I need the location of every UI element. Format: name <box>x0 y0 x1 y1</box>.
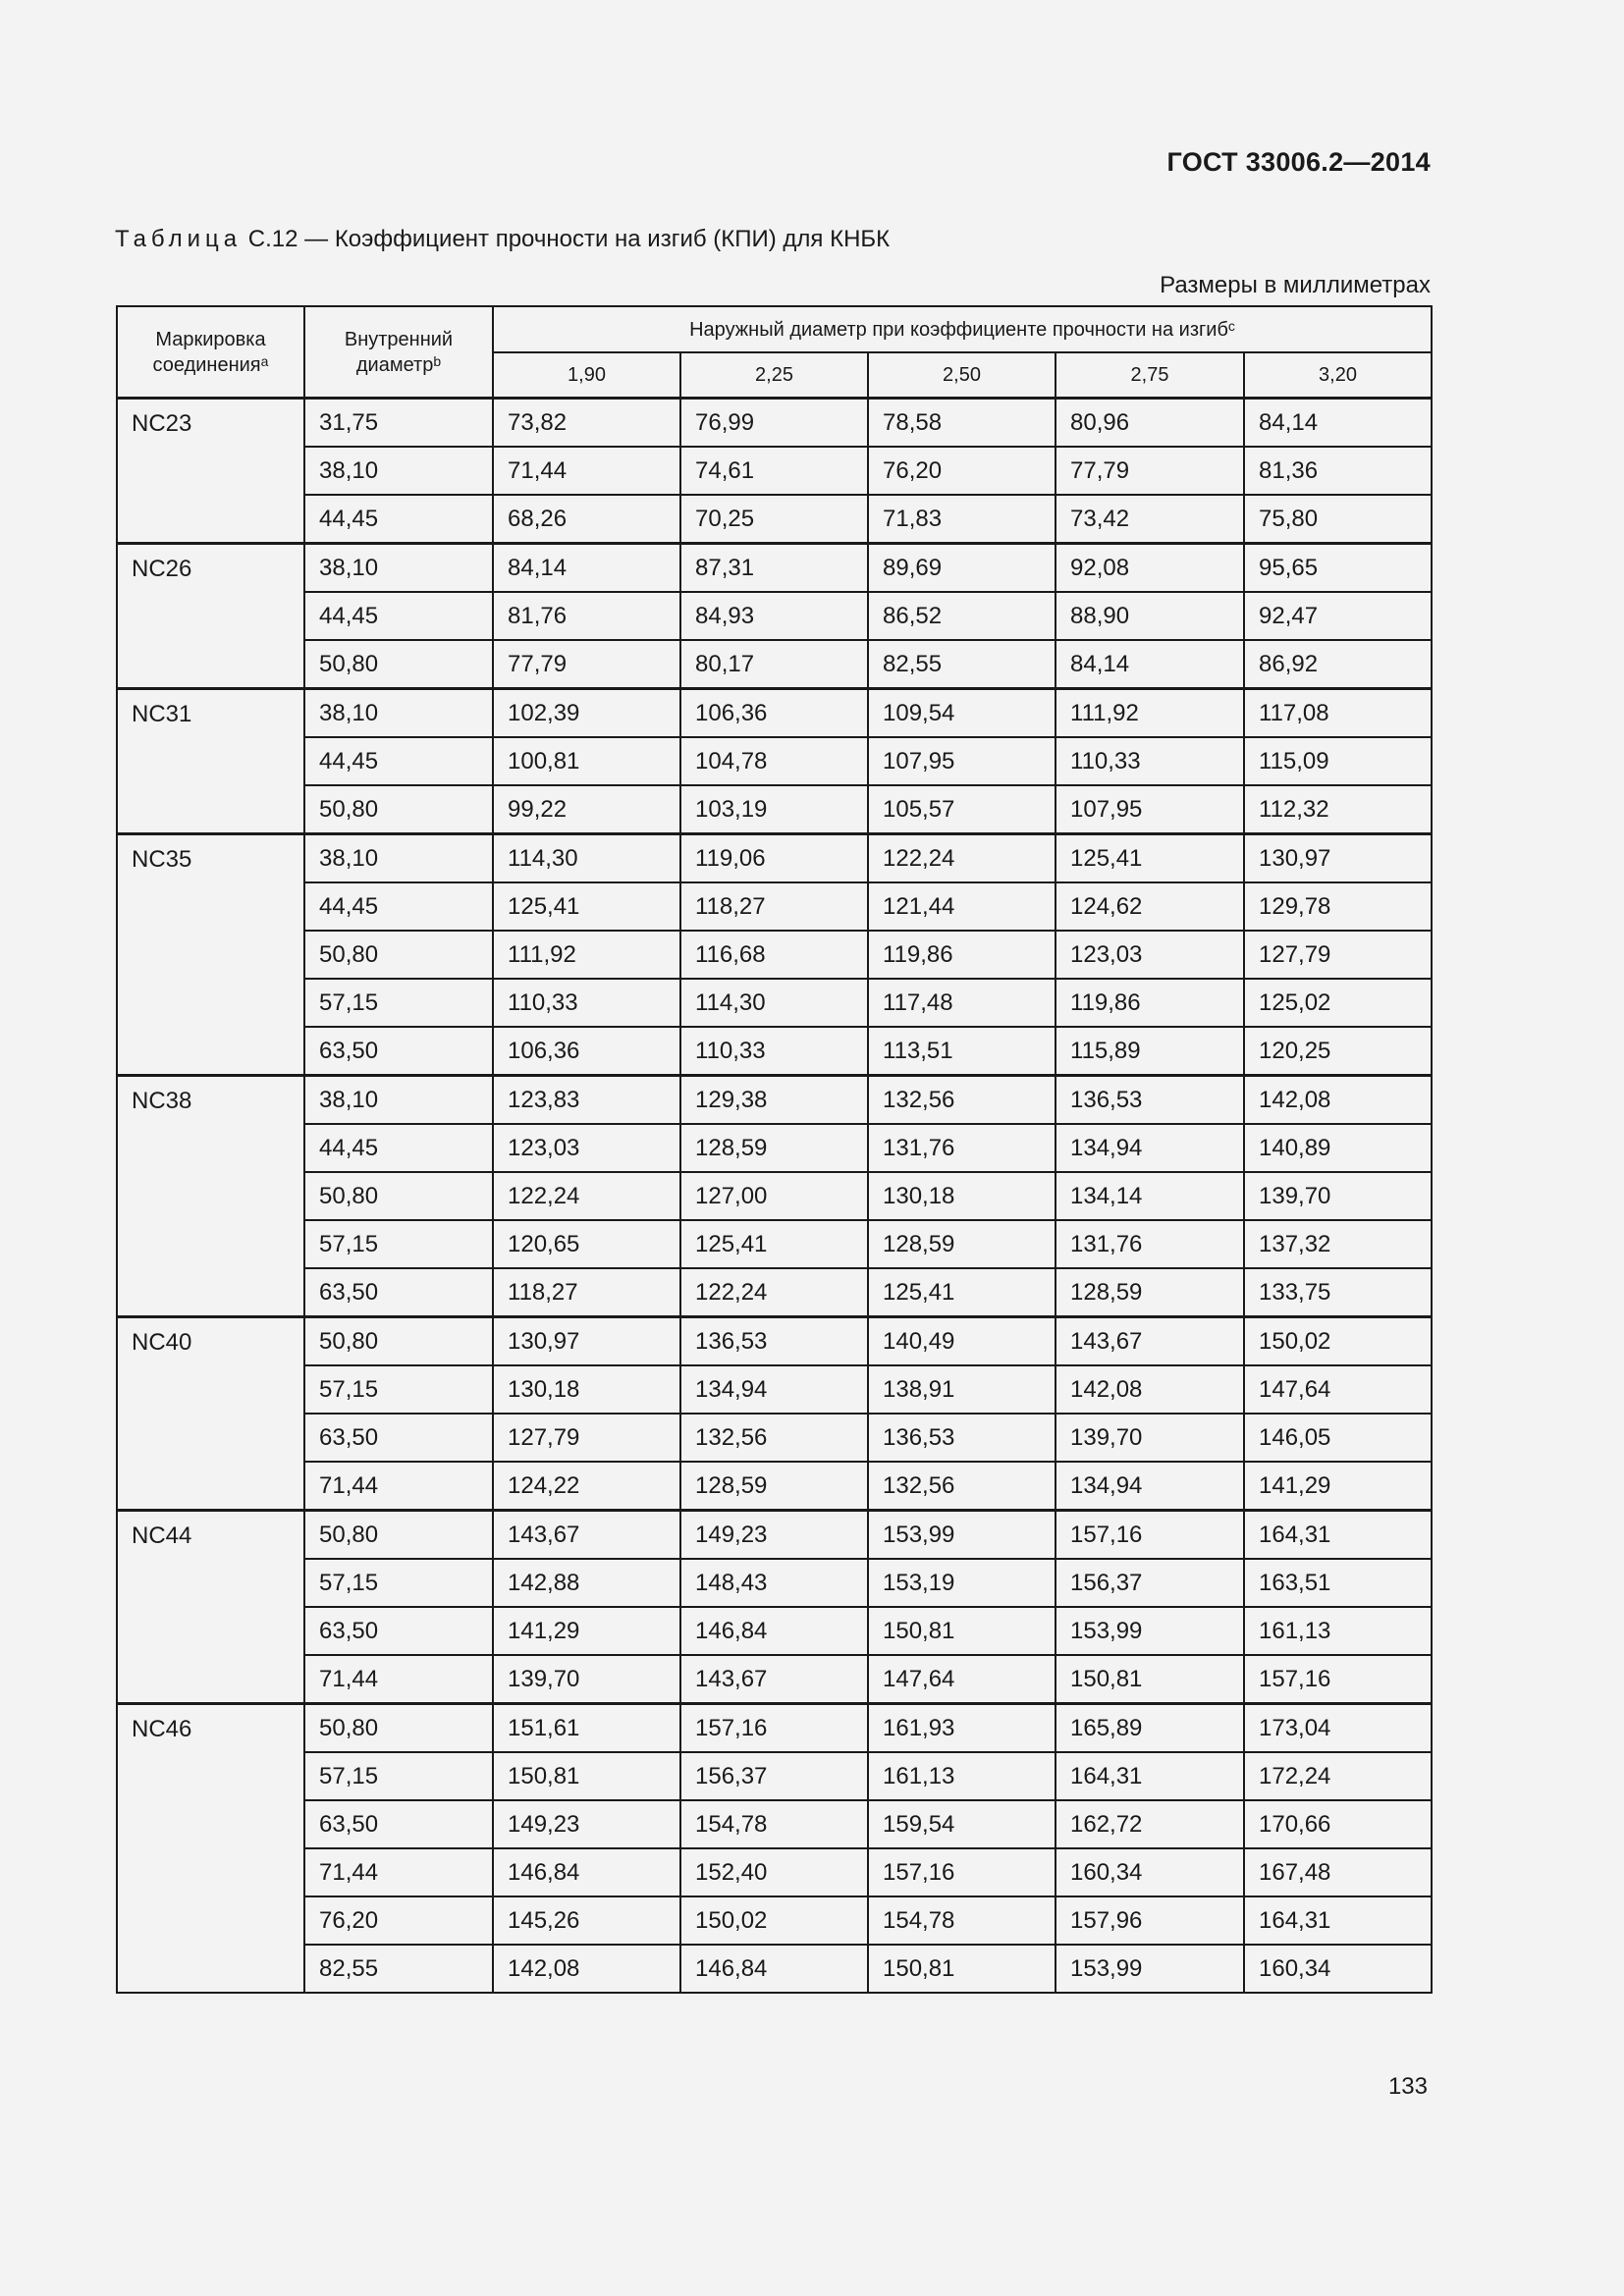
outer-diameter-cell: 133,75 <box>1244 1268 1432 1317</box>
outer-diameter-cell: 75,80 <box>1244 495 1432 544</box>
outer-diameter-cell: 71,44 <box>493 447 680 495</box>
strength-ratio-table <box>116 305 1433 1994</box>
outer-diameter-cell: 107,95 <box>868 737 1056 785</box>
inner-diameter-cell: 71,44 <box>304 1848 493 1896</box>
outer-diameter-cell: 154,78 <box>868 1896 1056 1945</box>
outer-diameter-cell: 138,91 <box>868 1365 1056 1414</box>
inner-diameter-cell: 31,75 <box>304 399 493 448</box>
outer-diameter-cell: 152,40 <box>680 1848 868 1896</box>
table-row <box>117 1027 1432 1076</box>
outer-diameter-cell: 150,02 <box>1244 1317 1432 1366</box>
outer-diameter-cell: 147,64 <box>1244 1365 1432 1414</box>
outer-diameter-cell: 128,59 <box>1056 1268 1244 1317</box>
connection-cell: NC31 <box>117 689 304 834</box>
connection-cell: NC44 <box>117 1511 304 1704</box>
outer-diameter-cell: 128,59 <box>680 1462 868 1511</box>
table-row <box>117 1655 1432 1704</box>
outer-diameter-cell: 161,13 <box>1244 1607 1432 1655</box>
outer-diameter-cell: 80,96 <box>1056 399 1244 448</box>
outer-diameter-cell: 122,24 <box>868 834 1056 883</box>
outer-diameter-cell: 109,54 <box>868 689 1056 738</box>
outer-diameter-cell: 125,41 <box>1056 834 1244 883</box>
table-row <box>117 931 1432 979</box>
inner-diameter-cell: 57,15 <box>304 1220 493 1268</box>
outer-diameter-cell: 160,34 <box>1056 1848 1244 1896</box>
outer-diameter-cell: 167,48 <box>1244 1848 1432 1896</box>
outer-diameter-cell: 103,19 <box>680 785 868 834</box>
inner-diameter-cell: 50,80 <box>304 931 493 979</box>
outer-diameter-cell: 132,56 <box>680 1414 868 1462</box>
inner-diameter-cell: 63,50 <box>304 1800 493 1848</box>
outer-diameter-cell: 157,16 <box>680 1704 868 1753</box>
inner-diameter-cell: 50,80 <box>304 1511 493 1560</box>
outer-diameter-cell: 131,76 <box>1056 1220 1244 1268</box>
outer-diameter-cell: 157,16 <box>1056 1511 1244 1560</box>
outer-diameter-cell: 130,97 <box>1244 834 1432 883</box>
outer-diameter-cell: 148,43 <box>680 1559 868 1607</box>
outer-diameter-cell: 115,89 <box>1056 1027 1244 1076</box>
connection-cell: NC26 <box>117 544 304 689</box>
outer-diameter-cell: 146,05 <box>1244 1414 1432 1462</box>
outer-diameter-cell: 151,61 <box>493 1704 680 1753</box>
header-ratio: 2,75 <box>1056 352 1244 399</box>
table-row <box>117 1220 1432 1268</box>
outer-diameter-cell: 73,82 <box>493 399 680 448</box>
table-body <box>117 399 1432 1994</box>
outer-diameter-cell: 113,51 <box>868 1027 1056 1076</box>
table-row <box>117 1945 1432 1993</box>
outer-diameter-cell: 122,24 <box>493 1172 680 1220</box>
table-row <box>117 1414 1432 1462</box>
inner-diameter-cell: 50,80 <box>304 1172 493 1220</box>
header-ratio: 2,25 <box>680 352 868 399</box>
outer-diameter-cell: 95,65 <box>1244 544 1432 593</box>
outer-diameter-cell: 81,36 <box>1244 447 1432 495</box>
units-note: Размеры в миллиметрах <box>1160 272 1431 298</box>
outer-diameter-cell: 143,67 <box>680 1655 868 1704</box>
outer-diameter-cell: 102,39 <box>493 689 680 738</box>
inner-diameter-cell: 38,10 <box>304 689 493 738</box>
outer-diameter-cell: 125,41 <box>680 1220 868 1268</box>
outer-diameter-cell: 130,18 <box>493 1365 680 1414</box>
outer-diameter-cell: 81,76 <box>493 592 680 640</box>
outer-diameter-cell: 117,48 <box>868 979 1056 1027</box>
outer-diameter-cell: 117,08 <box>1244 689 1432 738</box>
table-row <box>117 834 1432 883</box>
outer-diameter-cell: 160,34 <box>1244 1945 1432 1993</box>
outer-diameter-cell: 134,94 <box>1056 1124 1244 1172</box>
outer-diameter-cell: 172,24 <box>1244 1752 1432 1800</box>
outer-diameter-cell: 127,79 <box>493 1414 680 1462</box>
table-row <box>117 1511 1432 1560</box>
table-row <box>117 1365 1432 1414</box>
header-ratio: 1,90 <box>493 352 680 399</box>
inner-diameter-cell: 82,55 <box>304 1945 493 1993</box>
outer-diameter-cell: 106,36 <box>493 1027 680 1076</box>
outer-diameter-cell: 110,33 <box>1056 737 1244 785</box>
outer-diameter-cell: 106,36 <box>680 689 868 738</box>
outer-diameter-cell: 164,31 <box>1056 1752 1244 1800</box>
table-row <box>117 495 1432 544</box>
table-row <box>117 399 1432 448</box>
header-ratio: 2,50 <box>868 352 1056 399</box>
outer-diameter-cell: 92,08 <box>1056 544 1244 593</box>
outer-diameter-cell: 153,19 <box>868 1559 1056 1607</box>
outer-diameter-cell: 125,41 <box>493 882 680 931</box>
table-row <box>117 1848 1432 1896</box>
table-row <box>117 640 1432 689</box>
outer-diameter-cell: 86,92 <box>1244 640 1432 689</box>
outer-diameter-cell: 140,49 <box>868 1317 1056 1366</box>
inner-diameter-cell: 71,44 <box>304 1655 493 1704</box>
outer-diameter-cell: 84,14 <box>493 544 680 593</box>
outer-diameter-cell: 161,93 <box>868 1704 1056 1753</box>
table-row <box>117 882 1432 931</box>
outer-diameter-cell: 73,42 <box>1056 495 1244 544</box>
header-outer-diameter: Наружный диаметр при коэффициенте прочности на изгиб$^c$ <box>493 306 1432 352</box>
outer-diameter-cell: 114,30 <box>680 979 868 1027</box>
connection-cell: NC46 <box>117 1704 304 1994</box>
outer-diameter-cell: 92,47 <box>1244 592 1432 640</box>
outer-diameter-cell: 68,26 <box>493 495 680 544</box>
inner-diameter-cell: 63,50 <box>304 1414 493 1462</box>
outer-diameter-cell: 110,33 <box>680 1027 868 1076</box>
outer-diameter-cell: 82,55 <box>868 640 1056 689</box>
outer-diameter-cell: 110,33 <box>493 979 680 1027</box>
outer-diameter-cell: 150,81 <box>1056 1655 1244 1704</box>
outer-diameter-cell: 164,31 <box>1244 1511 1432 1560</box>
outer-diameter-cell: 132,56 <box>868 1076 1056 1125</box>
outer-diameter-cell: 124,22 <box>493 1462 680 1511</box>
outer-diameter-cell: 162,72 <box>1056 1800 1244 1848</box>
inner-diameter-cell: 50,80 <box>304 640 493 689</box>
inner-diameter-cell: 57,15 <box>304 1365 493 1414</box>
outer-diameter-cell: 146,84 <box>493 1848 680 1896</box>
table-row <box>117 1559 1432 1607</box>
table-row <box>117 1124 1432 1172</box>
outer-diameter-cell: 134,94 <box>680 1365 868 1414</box>
outer-diameter-cell: 149,23 <box>493 1800 680 1848</box>
outer-diameter-cell: 125,41 <box>868 1268 1056 1317</box>
inner-diameter-cell: 44,45 <box>304 592 493 640</box>
header-ratio: 3,20 <box>1244 352 1432 399</box>
inner-diameter-cell: 63,50 <box>304 1027 493 1076</box>
outer-diameter-cell: 77,79 <box>493 640 680 689</box>
outer-diameter-cell: 129,38 <box>680 1076 868 1125</box>
outer-diameter-cell: 149,23 <box>680 1511 868 1560</box>
table-row <box>117 737 1432 785</box>
outer-diameter-cell: 150,81 <box>493 1752 680 1800</box>
outer-diameter-cell: 111,92 <box>1056 689 1244 738</box>
outer-diameter-cell: 146,84 <box>680 1945 868 1993</box>
inner-diameter-cell: 44,45 <box>304 882 493 931</box>
inner-diameter-cell: 38,10 <box>304 834 493 883</box>
outer-diameter-cell: 154,78 <box>680 1800 868 1848</box>
outer-diameter-cell: 131,76 <box>868 1124 1056 1172</box>
outer-diameter-cell: 112,32 <box>1244 785 1432 834</box>
table-row <box>117 1268 1432 1317</box>
connection-cell: NC40 <box>117 1317 304 1511</box>
outer-diameter-cell: 119,86 <box>868 931 1056 979</box>
outer-diameter-cell: 142,08 <box>493 1945 680 1993</box>
outer-diameter-cell: 136,53 <box>1056 1076 1244 1125</box>
outer-diameter-cell: 118,27 <box>493 1268 680 1317</box>
outer-diameter-cell: 74,61 <box>680 447 868 495</box>
outer-diameter-cell: 119,86 <box>1056 979 1244 1027</box>
outer-diameter-cell: 156,37 <box>1056 1559 1244 1607</box>
inner-diameter-cell: 57,15 <box>304 1752 493 1800</box>
outer-diameter-cell: 157,16 <box>1244 1655 1432 1704</box>
inner-diameter-cell: 57,15 <box>304 979 493 1027</box>
connection-cell: NC38 <box>117 1076 304 1317</box>
outer-diameter-cell: 84,93 <box>680 592 868 640</box>
outer-diameter-cell: 107,95 <box>1056 785 1244 834</box>
outer-diameter-cell: 120,25 <box>1244 1027 1432 1076</box>
outer-diameter-cell: 139,70 <box>1056 1414 1244 1462</box>
table-row <box>117 544 1432 593</box>
outer-diameter-cell: 114,30 <box>493 834 680 883</box>
outer-diameter-cell: 147,64 <box>868 1655 1056 1704</box>
outer-diameter-cell: 86,52 <box>868 592 1056 640</box>
outer-diameter-cell: 71,83 <box>868 495 1056 544</box>
outer-diameter-cell: 70,25 <box>680 495 868 544</box>
inner-diameter-cell: 50,80 <box>304 785 493 834</box>
outer-diameter-cell: 123,03 <box>1056 931 1244 979</box>
table-row <box>117 785 1432 834</box>
table-row <box>117 1076 1432 1125</box>
outer-diameter-cell: 142,88 <box>493 1559 680 1607</box>
outer-diameter-cell: 156,37 <box>680 1752 868 1800</box>
table-row <box>117 979 1432 1027</box>
outer-diameter-cell: 123,03 <box>493 1124 680 1172</box>
outer-diameter-cell: 142,08 <box>1056 1365 1244 1414</box>
outer-diameter-cell: 143,67 <box>493 1511 680 1560</box>
table-row <box>117 447 1432 495</box>
outer-diameter-cell: 153,99 <box>1056 1945 1244 1993</box>
header-inner-diameter: Внутренний диаметр$^b$ <box>304 306 493 399</box>
outer-diameter-cell: 140,89 <box>1244 1124 1432 1172</box>
outer-diameter-cell: 134,14 <box>1056 1172 1244 1220</box>
outer-diameter-cell: 136,53 <box>680 1317 868 1366</box>
inner-diameter-cell: 57,15 <box>304 1559 493 1607</box>
inner-diameter-cell: 38,10 <box>304 1076 493 1125</box>
table-row <box>117 689 1432 738</box>
outer-diameter-cell: 125,02 <box>1244 979 1432 1027</box>
inner-diameter-cell: 71,44 <box>304 1462 493 1511</box>
table-row <box>117 1462 1432 1511</box>
table-row <box>117 1800 1432 1848</box>
inner-diameter-cell: 44,45 <box>304 495 493 544</box>
outer-diameter-cell: 153,99 <box>1056 1607 1244 1655</box>
outer-diameter-cell: 132,56 <box>868 1462 1056 1511</box>
outer-diameter-cell: 127,00 <box>680 1172 868 1220</box>
outer-diameter-cell: 136,53 <box>868 1414 1056 1462</box>
outer-diameter-cell: 104,78 <box>680 737 868 785</box>
outer-diameter-cell: 120,65 <box>493 1220 680 1268</box>
outer-diameter-cell: 76,20 <box>868 447 1056 495</box>
outer-diameter-cell: 99,22 <box>493 785 680 834</box>
table-row <box>117 1607 1432 1655</box>
outer-diameter-cell: 127,79 <box>1244 931 1432 979</box>
outer-diameter-cell: 142,08 <box>1244 1076 1432 1125</box>
inner-diameter-cell: 44,45 <box>304 737 493 785</box>
outer-diameter-cell: 118,27 <box>680 882 868 931</box>
outer-diameter-cell: 164,31 <box>1244 1896 1432 1945</box>
inner-diameter-cell: 63,50 <box>304 1268 493 1317</box>
outer-diameter-cell: 111,92 <box>493 931 680 979</box>
table-title-label: Таблица <box>115 226 243 252</box>
outer-diameter-cell: 89,69 <box>868 544 1056 593</box>
outer-diameter-cell: 130,97 <box>493 1317 680 1366</box>
inner-diameter-cell: 50,80 <box>304 1704 493 1753</box>
outer-diameter-cell: 124,62 <box>1056 882 1244 931</box>
outer-diameter-cell: 128,59 <box>680 1124 868 1172</box>
page-number: 133 <box>1387 2073 1428 2100</box>
table-row <box>117 1704 1432 1753</box>
outer-diameter-cell: 76,99 <box>680 399 868 448</box>
outer-diameter-cell: 123,83 <box>493 1076 680 1125</box>
table-row <box>117 1752 1432 1800</box>
outer-diameter-cell: 130,18 <box>868 1172 1056 1220</box>
table-title <box>115 226 890 253</box>
table-row <box>117 592 1432 640</box>
outer-diameter-cell: 173,04 <box>1244 1704 1432 1753</box>
outer-diameter-cell: 84,14 <box>1056 640 1244 689</box>
outer-diameter-cell: 137,32 <box>1244 1220 1432 1268</box>
table-row <box>117 1896 1432 1945</box>
inner-diameter-cell: 50,80 <box>304 1317 493 1366</box>
outer-diameter-cell: 150,81 <box>868 1607 1056 1655</box>
outer-diameter-cell: 146,84 <box>680 1607 868 1655</box>
outer-diameter-cell: 87,31 <box>680 544 868 593</box>
inner-diameter-cell: 38,10 <box>304 447 493 495</box>
outer-diameter-cell: 161,13 <box>868 1752 1056 1800</box>
outer-diameter-cell: 141,29 <box>1244 1462 1432 1511</box>
outer-diameter-cell: 119,06 <box>680 834 868 883</box>
outer-diameter-cell: 157,96 <box>1056 1896 1244 1945</box>
table-row <box>117 1172 1432 1220</box>
outer-diameter-cell: 139,70 <box>1244 1172 1432 1220</box>
outer-diameter-cell: 145,26 <box>493 1896 680 1945</box>
outer-diameter-cell: 115,09 <box>1244 737 1432 785</box>
outer-diameter-cell: 84,14 <box>1244 399 1432 448</box>
outer-diameter-cell: 141,29 <box>493 1607 680 1655</box>
outer-diameter-cell: 143,67 <box>1056 1317 1244 1366</box>
outer-diameter-cell: 139,70 <box>493 1655 680 1704</box>
outer-diameter-cell: 153,99 <box>868 1511 1056 1560</box>
outer-diameter-cell: 122,24 <box>680 1268 868 1317</box>
outer-diameter-cell: 80,17 <box>680 640 868 689</box>
outer-diameter-cell: 88,90 <box>1056 592 1244 640</box>
connection-cell: NC35 <box>117 834 304 1076</box>
inner-diameter-cell: 38,10 <box>304 544 493 593</box>
outer-diameter-cell: 116,68 <box>680 931 868 979</box>
connection-cell: NC23 <box>117 399 304 544</box>
outer-diameter-cell: 165,89 <box>1056 1704 1244 1753</box>
standard-code: ГОСТ 33006.2—2014 <box>1166 147 1431 177</box>
outer-diameter-cell: 129,78 <box>1244 882 1432 931</box>
outer-diameter-cell: 170,66 <box>1244 1800 1432 1848</box>
outer-diameter-cell: 150,81 <box>868 1945 1056 1993</box>
outer-diameter-cell: 134,94 <box>1056 1462 1244 1511</box>
outer-diameter-cell: 157,16 <box>868 1848 1056 1896</box>
table-row <box>117 1317 1432 1366</box>
outer-diameter-cell: 77,79 <box>1056 447 1244 495</box>
outer-diameter-cell: 150,02 <box>680 1896 868 1945</box>
outer-diameter-cell: 100,81 <box>493 737 680 785</box>
outer-diameter-cell: 163,51 <box>1244 1559 1432 1607</box>
outer-diameter-cell: 105,57 <box>868 785 1056 834</box>
outer-diameter-cell: 121,44 <box>868 882 1056 931</box>
outer-diameter-cell: 128,59 <box>868 1220 1056 1268</box>
outer-diameter-cell: 78,58 <box>868 399 1056 448</box>
inner-diameter-cell: 76,20 <box>304 1896 493 1945</box>
inner-diameter-cell: 44,45 <box>304 1124 493 1172</box>
header-connection: Маркировка соединения$^a$ <box>117 306 304 399</box>
inner-diameter-cell: 63,50 <box>304 1607 493 1655</box>
table-title-text: С.12 — Коэффициент прочности на изгиб (КПИ) для КНБК <box>247 226 891 252</box>
outer-diameter-cell: 159,54 <box>868 1800 1056 1848</box>
